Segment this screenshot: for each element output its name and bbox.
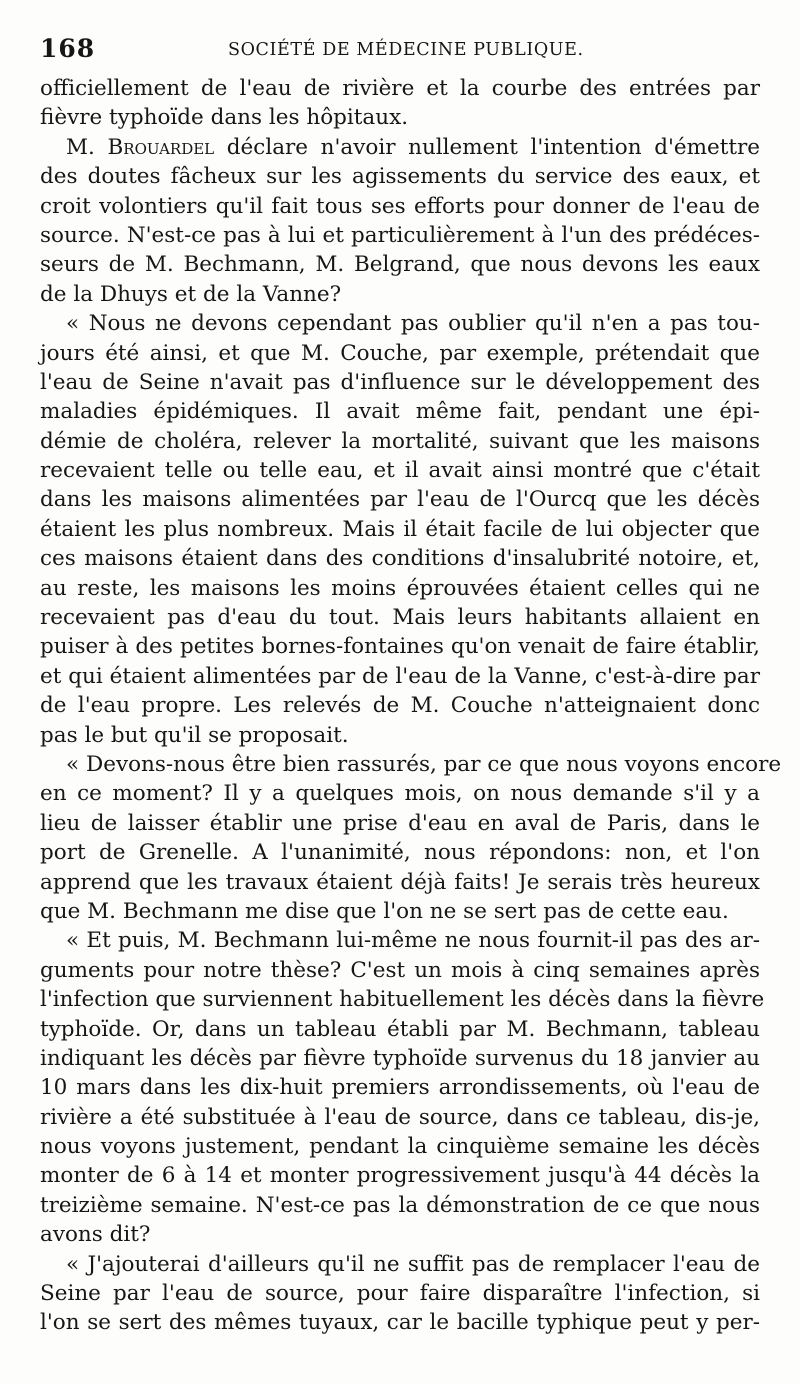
text-line: apprend que les travaux étaient déjà faits! Je serais très heureux bbox=[40, 869, 760, 895]
running-title: SOCIÉTÉ DE MÉDECINE PUBLIQUE. bbox=[228, 40, 584, 60]
text-line-lead: M. bbox=[66, 134, 108, 160]
text-line: en ce moment? Il y a quelques mois, on nous demande s'il y a bbox=[40, 781, 760, 807]
text-line: recevaient pas d'eau du tout. Mais leurs habitants allaient en bbox=[40, 605, 760, 631]
text-line: treizième semaine. N'est-ce pas la démonstration de ce que nous bbox=[40, 1192, 760, 1218]
body-text bbox=[40, 74, 782, 1338]
text-line: source. N'est-ce pas à lui et particulièrement à l'un des prédéces- bbox=[40, 222, 760, 248]
text-line: typhoïde. Or, dans un tableau établi par M. Bechmann, tableau bbox=[40, 1016, 760, 1042]
text-line bbox=[40, 133, 760, 162]
text-line: jours été ainsi, et que M. Couche, par exemple, prétendait que bbox=[40, 340, 760, 366]
text-line: 10 mars dans les dix-huit premiers arrondissements, où l'eau de bbox=[40, 1075, 760, 1101]
text-line: rivière a été substituée à l'eau de source, dans ce tableau, dis-je, bbox=[40, 1104, 760, 1130]
text-line: fièvre typhoïde dans les hôpitaux. bbox=[40, 105, 409, 131]
text-line: étaient les plus nombreux. Mais il était facile de lui objecter que bbox=[40, 516, 760, 542]
text-line: « J'ajouterai d'ailleurs qu'il ne suffit pas de remplacer l'eau de bbox=[66, 1251, 760, 1277]
text-line: « Devons-nous être bien rassurés, par ce que nous voyons encore bbox=[66, 751, 782, 777]
text-line: indiquant les décès par fièvre typhoïde survenus du 18 janvier au bbox=[40, 1045, 760, 1071]
text-line: guments pour notre thèse? C'est un mois à cinq semaines après bbox=[40, 957, 760, 983]
text-line: des doutes fâcheux sur les agissements du service des eaux, et bbox=[40, 164, 760, 190]
text-line: que M. Bechmann me dise que l'on ne se sert pas de cette eau. bbox=[40, 898, 729, 924]
text-line: démie de choléra, relever la mortalité, suivant que les maisons bbox=[40, 428, 760, 454]
text-line: l'on se sert des mêmes tuyaux, car le bacille typhique peut y per- bbox=[40, 1310, 760, 1336]
text-line-rest: déclare n'avoir nullement l'intention d'émettre bbox=[214, 134, 760, 160]
text-line: avons dit? bbox=[40, 1222, 151, 1248]
text-line: officiellement de l'eau de rivière et la courbe des entrées par bbox=[40, 76, 760, 101]
text-line: l'infection que surviennent habituellement les décès dans la fièvre bbox=[40, 987, 765, 1013]
text-line: Seine par l'eau de source, pour faire disparaître l'infection, si bbox=[40, 1281, 760, 1307]
text-line: « Et puis, M. Bechmann lui-même ne nous fournit-il pas des ar- bbox=[66, 928, 760, 954]
text-line: puiser à des petites bornes-fontaines qu'on venait de faire établir, bbox=[40, 634, 760, 660]
speaker-name: Brouardel bbox=[107, 134, 215, 160]
text-line: maladies épidémiques. Il avait même fait, pendant une épi- bbox=[40, 399, 760, 425]
text-line: lieu de laisser établir une prise d'eau en aval de Paris, dans le bbox=[40, 810, 760, 836]
running-head bbox=[40, 34, 760, 68]
page-number: 168 bbox=[40, 34, 96, 63]
text-line: monter de 6 à 14 et monter progressivement jusqu'à 44 décès la bbox=[40, 1163, 760, 1189]
text-line: recevaient telle ou telle eau, et il avait ainsi montré que c'était bbox=[40, 458, 760, 484]
text-line: dans les maisons alimentées par l'eau de l'Ourcq que les décès bbox=[40, 487, 760, 513]
text-line: croit volontiers qu'il fait tous ses efforts pour donner de l'eau de bbox=[40, 193, 760, 219]
text-line: ces maisons étaient dans des conditions d'insalubrité notoire, et, bbox=[40, 546, 760, 572]
text-line: au reste, les maisons les moins éprouvées étaient celles qui ne bbox=[40, 575, 760, 601]
text-line: « Nous ne devons cependant pas oublier qu'il n'en a pas tou- bbox=[66, 311, 760, 337]
text-line: et qui étaient alimentées par de l'eau de la Vanne, c'est-à-dire par bbox=[40, 663, 760, 689]
text-line: pas le but qu'il se proposait. bbox=[40, 722, 349, 748]
text-line: seurs de M. Bechmann, M. Belgrand, que nous devons les eaux bbox=[40, 252, 760, 278]
text-line: de l'eau propre. Les relevés de M. Couche n'atteignaient donc bbox=[40, 693, 760, 719]
text-line: nous voyons justement, pendant la cinquième semaine les décès bbox=[40, 1134, 760, 1160]
text-line: port de Grenelle. A l'unanimité, nous répondons: non, et l'on bbox=[40, 840, 760, 866]
text-line: l'eau de Seine n'avait pas d'influence sur le développement des bbox=[40, 369, 760, 395]
text-line: de la Dhuys et de la Vanne? bbox=[40, 281, 342, 307]
